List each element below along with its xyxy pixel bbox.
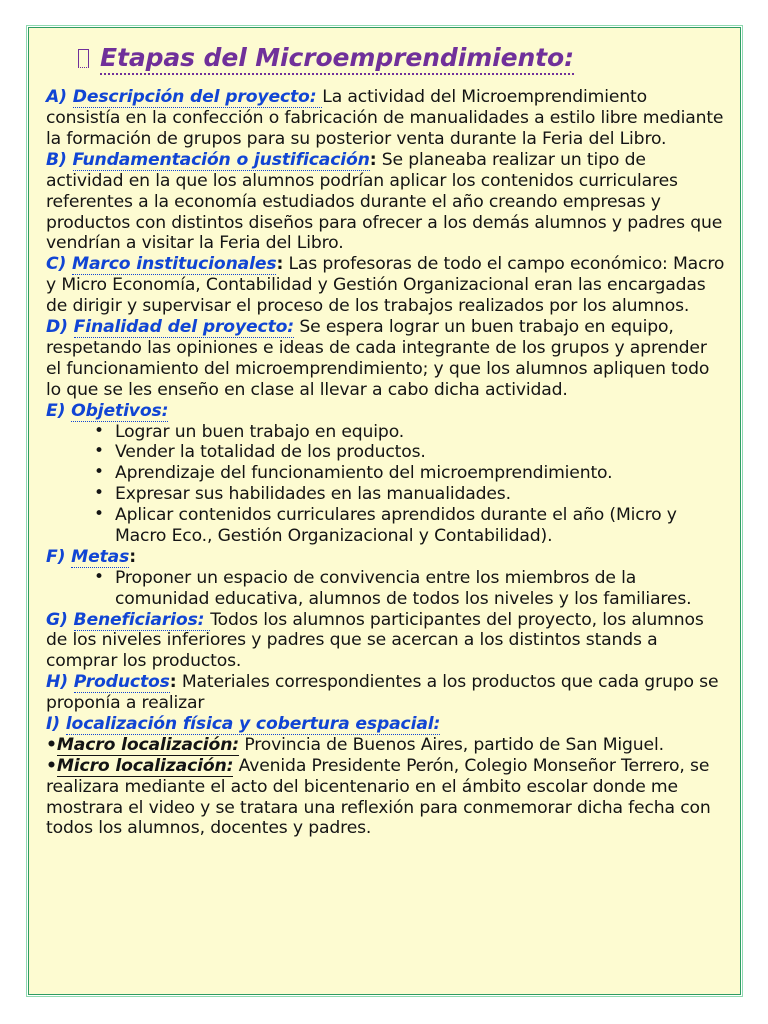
section-d xyxy=(46,317,726,401)
missing-glyph-bullet-icon xyxy=(78,49,89,68)
section-a-body: La actividad del Microemprendimiento consistía en la confección o fabricación de manualidades a estilo libre mediante la formación de grupos para su posterior venta durante la Feria del Libro. xyxy=(46,87,724,150)
section-g-label: G) xyxy=(46,609,74,630)
section-g xyxy=(46,610,726,673)
section-h-heading: Productos xyxy=(73,672,170,693)
macro-localizacion xyxy=(46,735,726,756)
micro-localizacion-heading: Micro localización: xyxy=(56,755,234,776)
section-b-heading-tail: : xyxy=(369,149,377,170)
micro-localizacion-body: Avenida Presidente Perón, Colegio Monseñor Terrero, se realizara mediante el acto del bicentenario en el ámbito escolar donde me mostrara el video y se tratara una reflexión para conmemorar dicha fecha con todos los alumnos, docentes y padres. xyxy=(46,755,711,839)
macro-localizacion-body: Provincia de Buenos Aires, partido de San Miguel. xyxy=(239,734,664,755)
section-d-body: Se espera lograr un buen trabajo en equipo, respetando las opiniones e ideas de cada integrante de los grupos y aprender el funcionamiento del microemprendimiento; y que los alumnos apliquen todo lo que se les enseño en clase al llevar a cabo dicha actividad. xyxy=(46,317,710,400)
list-item: • Lograr un buen trabajo en equipo. xyxy=(94,422,726,443)
document-page xyxy=(28,27,741,995)
section-c xyxy=(46,254,726,317)
section-a-label: A) xyxy=(46,87,73,108)
macro-localizacion-bullet-icon: • xyxy=(46,734,57,755)
section-i-heading: localización física y cobertura espacial: xyxy=(65,713,441,734)
section-b-body: Se planeaba realizar un tipo de actividad en la que los alumnos podrían aplicar los contenidos curriculares referentes a la economía estudiados durante el año creando empresas y productos con distintos diseños para ofrecer a los demás alumnos y padres que vendrían a visitar la Feria del Libro. xyxy=(46,149,723,254)
page-title-text: Etapas del Microemprendimiento: xyxy=(100,43,574,75)
list-item: • Vender la totalidad de los productos. xyxy=(94,442,726,463)
section-e-bullet-list xyxy=(46,422,726,547)
section-d-label: D) xyxy=(46,317,74,338)
section-a xyxy=(46,87,726,150)
section-d-heading: Finalidad del proyecto: xyxy=(73,317,295,338)
section-f-heading: Metas xyxy=(71,546,130,567)
section-g-heading: Beneficiarios: xyxy=(73,609,211,630)
section-i xyxy=(46,714,726,735)
section-a-heading: Descripción del proyecto: xyxy=(72,87,323,108)
section-f-bullet-list xyxy=(46,568,726,610)
list-item: • Aprendizaje del funcionamiento del microemprendimiento. xyxy=(94,463,726,484)
section-f-heading-tail: : xyxy=(129,546,136,567)
section-h-label: H) xyxy=(46,672,74,693)
section-f-label: F) xyxy=(46,546,72,567)
page-title xyxy=(78,45,726,71)
section-h xyxy=(46,672,726,714)
section-c-heading-tail: : xyxy=(276,254,284,275)
section-b xyxy=(46,150,726,254)
list-item: • Proponer un espacio de convivencia entre los miembros de la comunidad educativa, alumnos de todos los niveles y los familiares. xyxy=(94,568,726,610)
section-h-heading-tail: : xyxy=(169,672,177,693)
section-b-label: B) xyxy=(46,149,73,170)
section-c-heading: Marco institucionales xyxy=(72,254,277,275)
section-c-label: C) xyxy=(46,254,73,275)
micro-localizacion xyxy=(46,756,726,840)
section-e-heading: Objetivos: xyxy=(71,400,169,421)
section-g-body: Todos los alumnos participantes del proyecto, los alumnos de los niveles inferiores y padres que se acercan a los distintos stands a comprar los productos. xyxy=(46,609,704,672)
section-f xyxy=(46,547,726,568)
section-h-body: Materiales correspondientes a los productos que cada grupo se proponía a realizar xyxy=(46,672,719,714)
section-e xyxy=(46,401,726,422)
section-i-label: I) xyxy=(46,713,66,734)
list-item: • Expresar sus habilidades en las manualidades. xyxy=(94,484,726,505)
micro-localizacion-bullet-icon: • xyxy=(46,755,57,776)
section-e-label: E) xyxy=(46,400,72,421)
list-item: • Aplicar contenidos curriculares aprendidos durante el año (Micro y Macro Eco., Gestión Organizacional y Contabilidad). xyxy=(94,505,726,547)
section-c-body: Las profesoras de todo el campo económico: Macro y Micro Economía, Contabilidad y Gestión Organizacional eran las encargadas de dirigir y supervisar el proceso de los trabajos realizados por los alumnos. xyxy=(46,254,725,317)
section-b-heading: Fundamentación o justificación xyxy=(72,149,370,170)
document-body xyxy=(29,28,740,994)
macro-localizacion-heading: Macro localización: xyxy=(56,734,240,755)
